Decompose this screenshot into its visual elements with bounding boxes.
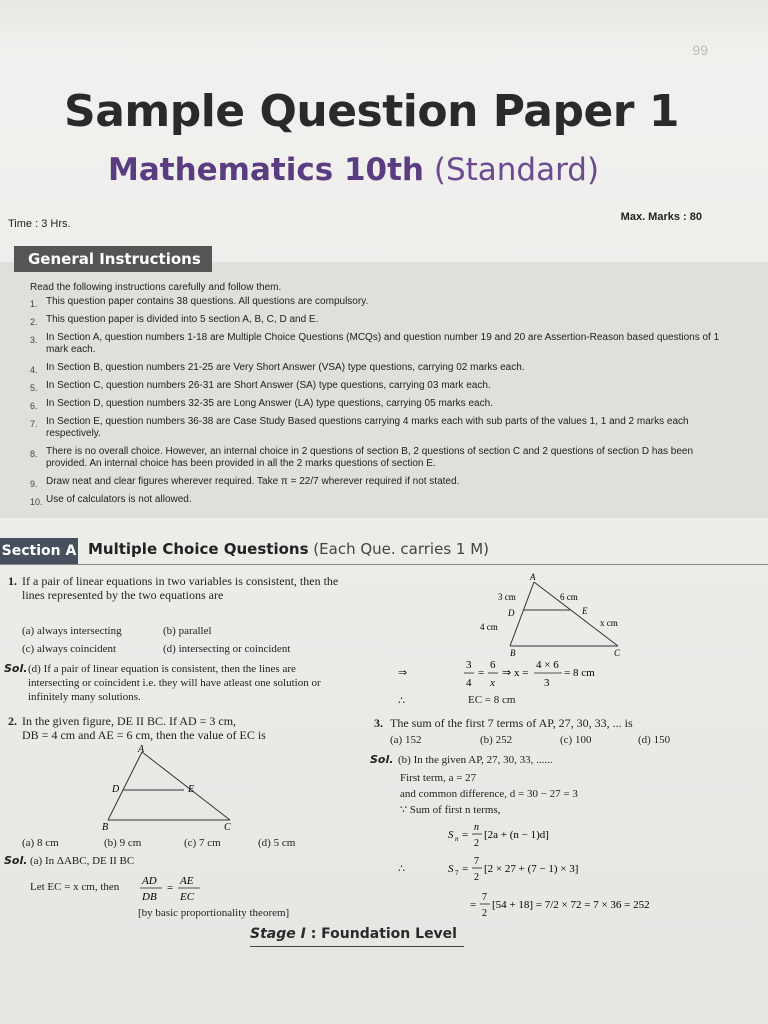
q1-sol-label: Sol.: [4, 662, 28, 675]
svg-text:AE: AE: [180, 875, 194, 887]
section-a-title: [88, 538, 489, 560]
instruction-number: 8.: [30, 449, 38, 459]
svg-text:S: S: [448, 863, 454, 875]
svg-text:4: 4: [466, 677, 472, 689]
svg-text:AD: AD: [142, 875, 157, 887]
s7-formula-body: [2 × 27 + (7 − 1) × 3]: [484, 863, 579, 875]
instruction-text: In Section C, question numbers 26-31 are Short Answer (SA) type questions, carrying 03 mark each.: [46, 380, 491, 391]
instruction-item: [30, 380, 720, 392]
right-fig-label-c: C: [614, 648, 621, 656]
instruction-text: Draw neat and clear figures wherever required. Take π = 22/7 wherever required if not stated.: [46, 476, 460, 487]
max-marks-label: Max. Marks : 80: [620, 211, 702, 223]
instructions-intro: Read the following instructions carefully and follow them.: [30, 282, 282, 293]
svg-text:x: x: [490, 677, 495, 689]
q3-option-b: (b) 252: [480, 734, 513, 746]
page-number: 99: [692, 42, 708, 58]
therefore-symbol: ∴: [398, 695, 405, 707]
instruction-text: In Section A, question numbers 1-18 are Multiple Choice Questions (MCQs) and question number 19 and 20 are Assertion-Reason based questions of 1 mark each.: [46, 332, 720, 355]
svg-text:2: 2: [474, 838, 479, 849]
instruction-item: [30, 314, 720, 326]
right-figure: [470, 570, 640, 656]
instruction-text: In Section B, question numbers 21-25 are Very Short Answer (VSA) type questions, carrying 02 marks each.: [46, 362, 525, 373]
q2-fig-label-b: B: [102, 822, 109, 833]
instructions-list: [30, 296, 720, 512]
right-fig-label-b: B: [510, 648, 516, 656]
q1-options: [22, 624, 352, 660]
question-1: [8, 574, 348, 602]
subtitle-standard: (Standard): [433, 152, 600, 188]
instruction-item: [30, 416, 720, 440]
q3-option-d: (d) 150: [638, 734, 671, 746]
implies-symbol: ⇒: [398, 667, 408, 679]
final-calculation-body: [54 + 18] = 7/2 × 72 = 7 × 36 = 252: [492, 899, 650, 911]
section-a-title-text: Multiple Choice Questions: [88, 540, 309, 558]
question-3: [374, 716, 768, 730]
q2-sol-reason: [by basic proportionality theorem]: [138, 907, 290, 919]
q2-option-b: (b) 9 cm: [104, 837, 142, 849]
svg-text:3: 3: [544, 677, 550, 689]
right-fig-label-d: D: [508, 608, 515, 618]
q3-sol-line3: and common difference, d = 30 − 27 = 3: [400, 788, 578, 800]
section-divider: [0, 564, 768, 565]
general-instructions-heading: General Instructions: [14, 246, 212, 272]
q1-option-b: (b) parallel: [163, 625, 212, 637]
footer-underline: [250, 946, 464, 947]
instruction-number: 6.: [30, 401, 38, 411]
q1-text: If a pair of linear equations in two variables is consistent, then the lines represented by the two equations are: [22, 574, 339, 602]
instruction-number: 1.: [30, 299, 38, 309]
q1-option-a: (a) always intersecting: [22, 625, 122, 637]
instruction-item: [30, 476, 720, 488]
q3-option-c: (c) 100: [560, 734, 592, 746]
right-fig-ae: 6 cm: [560, 592, 578, 602]
q2-option-a: (a) 8 cm: [22, 837, 59, 849]
sum-formula-body: [2a + (n − 1)d]: [484, 829, 549, 841]
q1-option-d: (d) intersecting or coincident: [163, 643, 291, 655]
q1-solution: [4, 662, 340, 704]
instruction-number: 9.: [30, 479, 38, 489]
instruction-number: 2.: [30, 317, 38, 327]
svg-text:7: 7: [455, 869, 459, 877]
svg-text:n: n: [455, 835, 459, 843]
q2-number: 2.: [8, 714, 17, 728]
q3-sol-line1: (b) In the given AP, 27, 30, 33, ......: [398, 754, 553, 766]
right-eq-rhs: = 8 cm: [564, 667, 595, 679]
instruction-number: 10.: [30, 497, 43, 507]
instruction-text: In Section D, question numbers 32-35 are Long Answer (LA) type questions, carrying 05 marks each.: [46, 398, 493, 409]
q3-number: 3.: [374, 716, 383, 730]
q2-ratio-equation: [140, 870, 204, 906]
instruction-number: 7.: [30, 419, 38, 429]
svg-text:=: =: [167, 882, 174, 894]
instruction-text: This question paper is divided into 5 section A, B, C, D and E.: [46, 314, 319, 325]
instruction-item: [30, 446, 720, 470]
right-fig-db: 4 cm: [480, 622, 498, 632]
q1-number: 1.: [8, 574, 17, 588]
q3-options: [390, 733, 760, 747]
instruction-text: Use of calculators is not allowed.: [46, 494, 192, 505]
svg-text:S: S: [448, 829, 454, 841]
instruction-item: [30, 332, 720, 356]
right-fig-ec: x cm: [600, 618, 618, 628]
footer-stage-label: Stage I: [250, 926, 306, 942]
therefore-symbol-2: ∴: [398, 863, 405, 875]
q3-sol-line2: First term, a = 27: [400, 772, 477, 784]
svg-text:2: 2: [482, 908, 487, 919]
q2-sol-line1: (a) In ΔABC, DE II BC: [30, 855, 135, 867]
svg-text:=: =: [462, 829, 469, 841]
svg-text:⇒ x =: ⇒ x =: [502, 667, 529, 679]
q2-fig-label-c: C: [224, 822, 231, 833]
page-subtitle: [108, 152, 599, 188]
q2-fig-label-e: E: [188, 784, 195, 795]
question-2: [8, 714, 358, 742]
q3-option-a: (a) 152: [390, 734, 422, 746]
footer-stage: [250, 926, 457, 942]
svg-text:4 × 6: 4 × 6: [536, 659, 559, 671]
q2-text-line1: In the given figure, DE II BC. If AD = 3 cm,: [22, 714, 237, 728]
s7-formula: [448, 852, 628, 886]
top-strip: [0, 0, 768, 60]
final-calculation: [470, 888, 690, 922]
time-label: Time : 3 Hrs.: [8, 218, 71, 230]
page-title: Sample Question Paper 1: [64, 86, 679, 137]
q2-sol-label: Sol.: [4, 854, 28, 867]
q1-sol-text: (d) If a pair of linear equation is consistent, then the lines are intersecting or coincident i.e. they will have atleast one solution or infinitely many solutions.: [28, 663, 321, 703]
svg-text:3: 3: [466, 659, 472, 671]
section-a-note: (Each Que. carries 1 M): [313, 540, 490, 558]
svg-text:=: =: [470, 899, 477, 911]
instruction-item: [30, 296, 720, 308]
svg-text:EC: EC: [180, 891, 195, 903]
instruction-item: [30, 362, 720, 374]
svg-text:2: 2: [474, 872, 479, 883]
instruction-item: [30, 398, 720, 410]
footer-level: : Foundation Level: [310, 926, 457, 942]
q1-option-c: (c) always coincident: [22, 643, 117, 655]
instruction-text: This question paper contains 38 questions. All questions are compulsory.: [46, 296, 369, 307]
right-proportion-equation: [464, 656, 614, 692]
right-fig-ad: 3 cm: [498, 592, 516, 602]
q2-sol-line2: Let EC = x cm, then: [30, 881, 120, 893]
svg-text:=: =: [462, 863, 469, 875]
instruction-text: In Section E, question numbers 36-38 are Case Study Based questions carrying 4 marks each with sub parts of the values 1, 1 and 2 marks each respectively.: [46, 416, 689, 439]
instruction-number: 3.: [30, 335, 38, 345]
right-result: EC = 8 cm: [468, 694, 516, 706]
right-fig-label-a: A: [530, 572, 536, 582]
q2-options: [22, 836, 352, 852]
q2-fig-side-ac: [142, 752, 230, 820]
svg-text:6: 6: [490, 659, 496, 671]
instruction-item: [30, 494, 720, 506]
q2-option-c: (c) 7 cm: [184, 837, 221, 849]
q3-text: The sum of the first 7 terms of AP, 27, 30, 33, ... is: [390, 716, 633, 730]
instruction-text: There is no overall choice. However, an internal choice in 2 questions of section B, 2 questions of section C and 2 questions of section D has been provided. An internal choice has been provided in all the 2 marks questions of section E.: [46, 446, 694, 469]
svg-text:7: 7: [482, 892, 487, 903]
q2-figure: [80, 742, 250, 834]
q2-fig-label-d: D: [112, 784, 120, 795]
svg-text:7: 7: [474, 856, 479, 867]
section-a-tag: Section A: [0, 538, 78, 564]
svg-text:=: =: [478, 667, 485, 679]
svg-text:DB: DB: [142, 891, 157, 903]
svg-text:n: n: [474, 822, 479, 833]
q3-sol-line4: ∵ Sum of first n terms,: [400, 804, 501, 816]
sum-formula: [448, 818, 608, 852]
q3-sol-label: Sol.: [370, 753, 394, 766]
q2-fig-label-a: A: [138, 744, 145, 755]
subtitle-main: Mathematics 10th: [108, 152, 424, 188]
instruction-number: 4.: [30, 365, 38, 375]
right-fig-label-e: E: [582, 606, 588, 616]
q2-text-line2: DB = 4 cm and AE = 6 cm, then the value of EC is: [22, 728, 266, 742]
instruction-number: 5.: [30, 383, 38, 393]
q2-option-d: (d) 5 cm: [258, 837, 296, 849]
